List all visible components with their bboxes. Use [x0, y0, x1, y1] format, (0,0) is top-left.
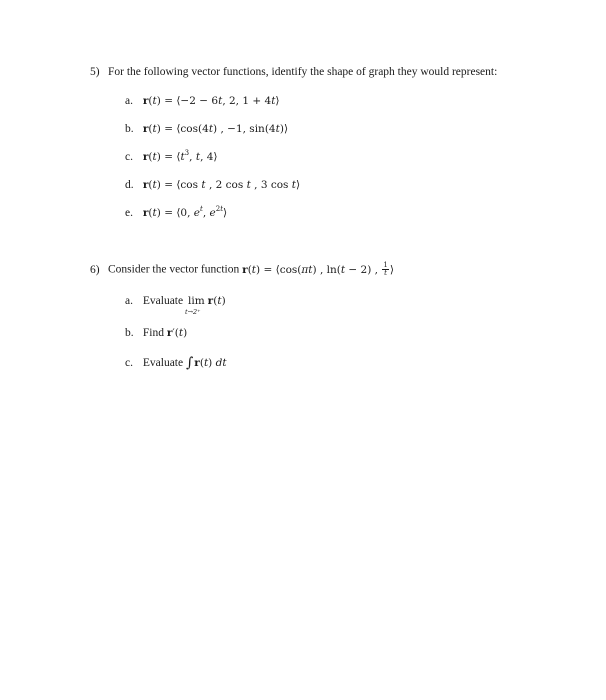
limit-subscript: t→2⁺ — [184, 308, 201, 316]
limit-expression: lim t→2⁺ r(t) — [186, 295, 226, 307]
item-letter: c. — [125, 357, 133, 369]
item-letter: b. — [125, 327, 134, 339]
q6-item-a — [125, 294, 226, 316]
item-text: Evaluate — [142, 295, 184, 307]
q5-item-c — [125, 150, 218, 164]
vector-expression: r(t) = ⟨cos t , 2 cos t , 3 cos t⟩ — [142, 179, 301, 191]
q5-item-e — [125, 206, 227, 220]
item-letter: a. — [125, 95, 133, 107]
derivative-expression: r′(t) — [166, 327, 188, 339]
item-letter: e. — [125, 207, 133, 219]
question-number: 5) — [90, 66, 100, 78]
question-text: For the following vector functions, identify the shape of graph they would represent: — [108, 66, 498, 78]
item-text: Find — [142, 327, 164, 339]
vector-function-expression: r(t) = ⟨cos(πt) , ln(t − 2) , $\frac{1}{t}$ ⟩ — [242, 261, 394, 277]
question-5-prompt — [90, 65, 497, 79]
q5-item-a — [125, 94, 280, 108]
item-letter: d. — [125, 179, 134, 191]
item-letter: a. — [125, 295, 133, 307]
vector-expression: r(t) = ⟨cos(4t) , −1, sin(4t)⟩ — [142, 123, 289, 135]
q6-item-b — [125, 326, 187, 340]
question-6-prompt — [90, 262, 394, 277]
q5-item-b — [125, 122, 288, 136]
q6-item-c — [125, 355, 227, 370]
item-letter: c. — [125, 151, 133, 163]
question-number: 6) — [90, 263, 100, 276]
q5-item-d — [125, 178, 300, 192]
vector-expression: r(t) = ⟨−2 − 6t, 2, 1 + 4t⟩ — [142, 95, 280, 107]
item-text: Evaluate — [142, 357, 184, 369]
question-text: Consider the vector function — [108, 263, 240, 276]
item-letter: b. — [125, 123, 134, 135]
integral-expression: ∫r(t) dt — [185, 355, 227, 371]
vector-expression: r(t) = ⟨0, $e^t$, $e^{2t}⟩$ — [142, 205, 228, 219]
vector-expression: $r(t) = ⟨t^3$, t, 4⟩ — [142, 149, 218, 163]
